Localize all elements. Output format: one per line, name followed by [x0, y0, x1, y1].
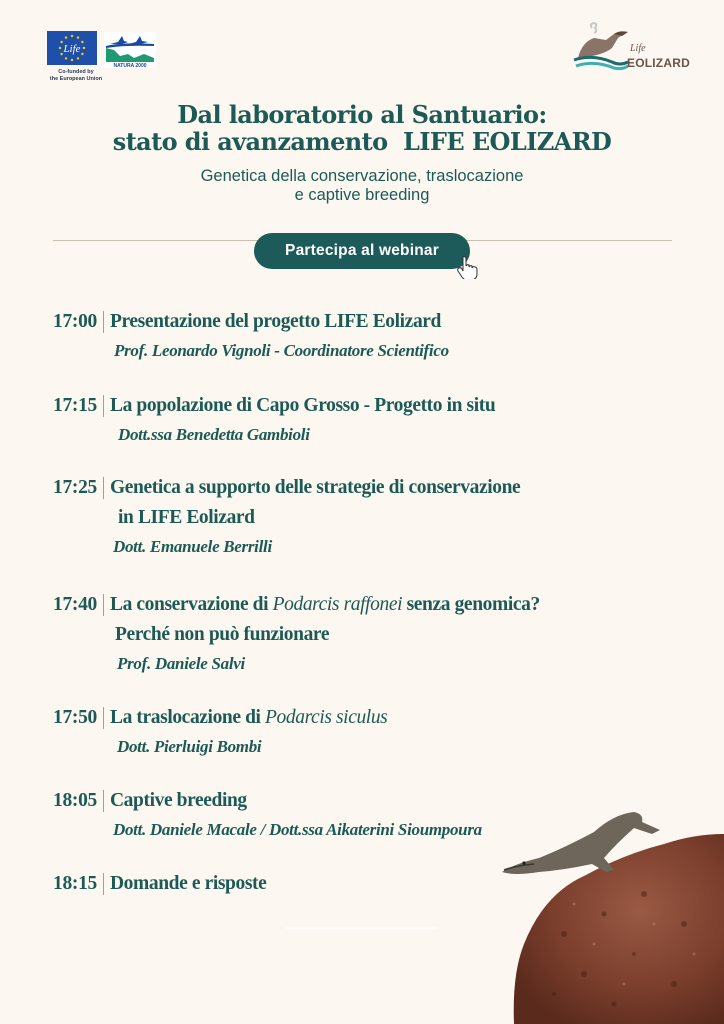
eolizard-name-text: EOLIZARD: [627, 56, 690, 70]
agenda-item: [53, 307, 693, 365]
separator: [103, 594, 104, 616]
separator: [103, 311, 104, 333]
separator: [103, 790, 104, 812]
eolizard-logo-icon: [572, 22, 632, 77]
agenda-title-cont: Perché non può funzionare: [115, 624, 330, 645]
title-text: La traslocazione di: [110, 707, 266, 728]
separator: [103, 395, 104, 417]
eolizard-life-text: Life: [630, 43, 646, 54]
agenda-speaker: Prof. Daniele Salvi: [117, 654, 245, 673]
agenda-speaker: Dott. Emanuele Berrilli: [113, 537, 272, 556]
agenda-speaker: Dott. Daniele Macale / Dott.ssa Aikaterini Sioumpoura: [113, 820, 482, 839]
agenda-item: [53, 473, 693, 561]
hand-pointer-icon: [457, 255, 479, 279]
lizard-on-rock-image: [484, 784, 724, 1024]
agenda-item: [53, 703, 693, 761]
agenda-title: La popolazione di Capo Grosso - Progetto in situ: [110, 395, 496, 416]
title-line-1: Dal laboratorio al Santuario:: [177, 100, 547, 129]
caption-line-1: Co-funded by: [58, 69, 94, 75]
agenda-time: 17:40: [53, 594, 97, 615]
join-webinar-label: Partecipa al webinar: [285, 242, 439, 259]
svg-text:NATURA 2000: NATURA 2000: [113, 63, 147, 68]
species-name: Podarcis raffonei: [272, 594, 403, 615]
agenda-title: Genetica a supporto delle strategie di conservazione: [110, 477, 521, 498]
eu-life-logo: [47, 31, 99, 67]
page-title: [0, 101, 724, 155]
title-line-2: stato di avanzamento LIFE EOLIZARD: [112, 127, 612, 156]
agenda-speaker: Dott. Pierluigi Bombi: [117, 737, 262, 756]
agenda-title: [110, 703, 387, 733]
agenda-item: [53, 391, 693, 449]
agenda-title: [110, 590, 540, 620]
natura-2000-logo: [104, 32, 156, 68]
eu-cofunded-caption: [40, 69, 112, 83]
subtitle-line-1: Genetica della conservazione, traslocazione: [200, 167, 524, 185]
agenda-speaker: Dott.ssa Benedetta Gambioli: [118, 425, 310, 444]
subtitle-line-2: e captive breeding: [294, 186, 430, 204]
agenda-time: 18:05: [53, 790, 97, 811]
separator: [103, 477, 104, 499]
agenda-speaker: Prof. Leonardo Vignoli - Coordinatore Scientifico: [114, 341, 449, 360]
eu-flag-icon: [47, 31, 97, 65]
title-text: senza genomica?: [402, 594, 540, 615]
natura-2000-icon: [104, 32, 156, 68]
agenda-title-cont: in LIFE Eolizard: [118, 507, 255, 528]
agenda-title: Presentazione del progetto LIFE Eolizard: [110, 311, 441, 332]
agenda-item: [53, 590, 693, 678]
decorative-line: [286, 927, 436, 929]
species-name: Podarcis siculus: [265, 707, 388, 728]
agenda-time: 17:25: [53, 477, 97, 498]
caption-line-2: the European Union: [49, 76, 103, 82]
agenda-title: Domande e risposte: [110, 873, 267, 894]
agenda-time: 17:00: [53, 311, 97, 332]
agenda-time: 17:50: [53, 707, 97, 728]
title-text: La conservazione di: [110, 594, 273, 615]
separator: [103, 707, 104, 729]
separator: [103, 873, 104, 895]
agenda-time: 18:15: [53, 873, 97, 894]
svg-text:Life: Life: [63, 43, 81, 55]
join-webinar-button[interactable]: [254, 233, 470, 269]
agenda-time: 17:15: [53, 395, 97, 416]
page-subtitle: [0, 167, 724, 205]
agenda-title: Captive breeding: [110, 790, 247, 811]
